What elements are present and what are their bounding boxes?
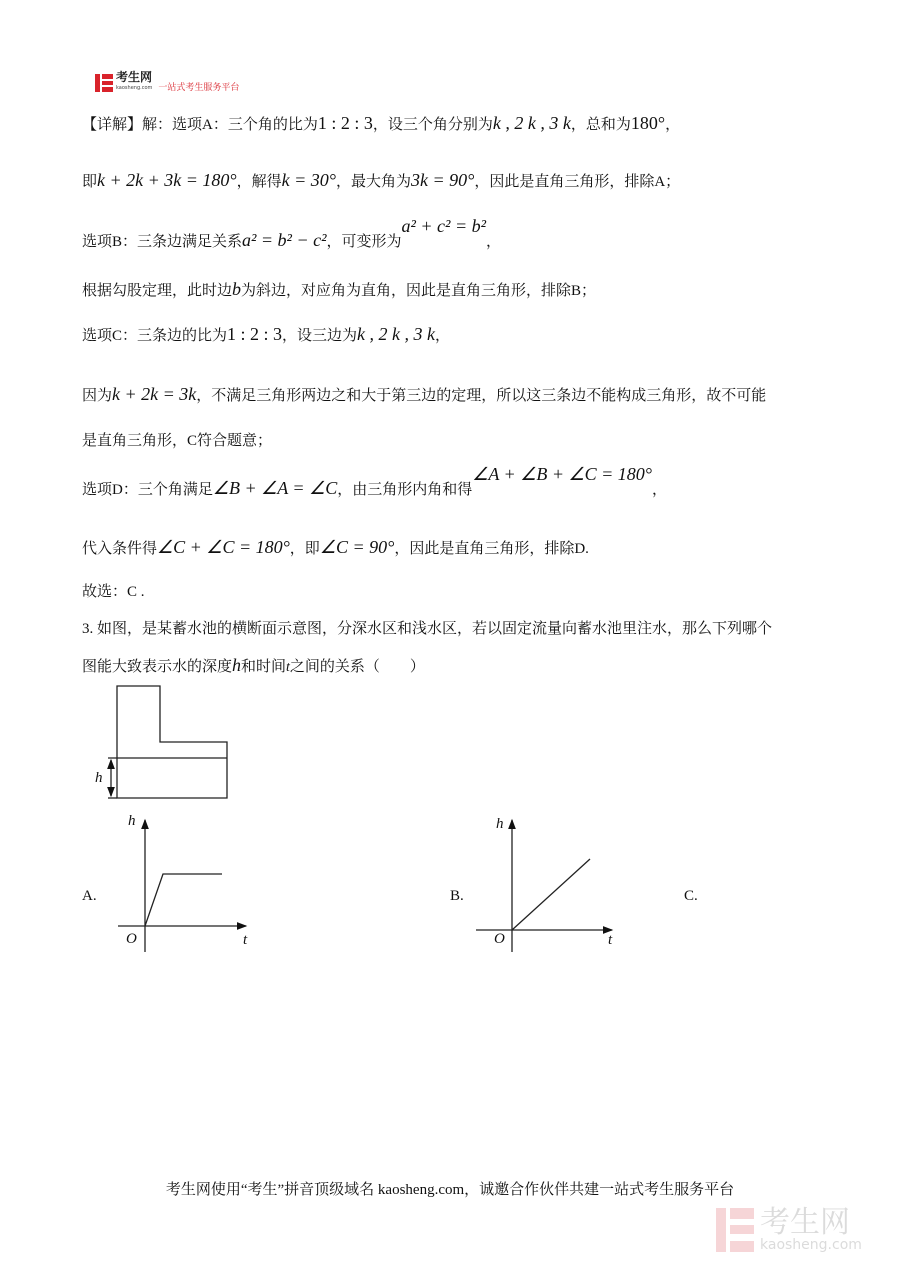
text-segment: k , 2 k , 3 k bbox=[357, 324, 436, 344]
watermark-domain: kaosheng.com bbox=[760, 1237, 862, 1253]
text-segment: ，可变形为 bbox=[326, 234, 402, 250]
text-segment: ∠C + ∠C = 180° bbox=[157, 537, 290, 557]
text-segment: ，最大角为 bbox=[335, 174, 411, 190]
watermark bbox=[716, 1205, 862, 1253]
logo-domain: kaosheng.com bbox=[116, 85, 153, 91]
text-segment: ， bbox=[435, 328, 451, 344]
logo-text: 考生网 bbox=[116, 70, 153, 84]
text-segment: 是直角三角形，C符合题意； bbox=[82, 433, 273, 449]
pool-cross-section bbox=[108, 686, 227, 798]
text-segment: ∠A + ∠B + ∠C = 180° bbox=[472, 464, 652, 484]
text-segment: ，设三边为 bbox=[282, 328, 358, 344]
option-a-label: A. bbox=[82, 888, 97, 904]
text-segment: 图能大致表示水的深度 bbox=[82, 659, 233, 675]
text-segment: 选项D：三个角满足 bbox=[82, 482, 213, 498]
graph-a-x-label: t bbox=[243, 932, 248, 948]
watermark-text: 考生网 bbox=[760, 1205, 850, 1240]
text-segment: 【详解】解：选项A：三个角的比为 bbox=[82, 117, 318, 133]
text-segment: k = 30° bbox=[281, 170, 336, 190]
text-segment: ， bbox=[486, 234, 502, 250]
text-segment: k , 2 k , 3 k bbox=[492, 113, 571, 133]
text-segment: 因为 bbox=[82, 388, 113, 404]
text-segment: 选项C：三条边的比为 bbox=[82, 328, 228, 344]
text-segment: 根据勾股定理，此时边 bbox=[82, 283, 233, 299]
text-segment: k + 2k + 3k = 180° bbox=[97, 170, 237, 190]
text-segment: ， bbox=[651, 482, 667, 498]
text-segment: ，不满足三角形两边之和大于第三边的定理，所以这三条边不能构成三角形，故不可能 bbox=[196, 388, 767, 404]
text-segment: k + 2k = 3k bbox=[112, 384, 197, 404]
text-segment: 180° bbox=[630, 113, 666, 133]
graph-a bbox=[118, 820, 246, 952]
text-segment: ， bbox=[665, 117, 681, 133]
text-segment: ，由三角形内角和得 bbox=[337, 482, 473, 498]
text-segment: ，解得 bbox=[236, 174, 282, 190]
graph-b-origin: O bbox=[494, 931, 505, 947]
text-segment: a² + c² = b² bbox=[401, 216, 486, 236]
text-segment: 3. 如图，是某蓄水池的横断面示意图，分深水区和浅水区，若以固定流量向蓄水池里注水，那么下列哪个 bbox=[82, 621, 773, 637]
graph-a-y-label: h bbox=[128, 813, 136, 829]
watermark-logo-icon bbox=[716, 1208, 754, 1252]
text-segment: h bbox=[232, 655, 242, 675]
text-segment: a² = b² − c² bbox=[242, 230, 327, 250]
text-segment: ，总和为 bbox=[570, 117, 631, 133]
text-segment: 为斜边，对应角为直角，因此是直角三角形，排除B； bbox=[241, 283, 597, 299]
option-c-label: C. bbox=[684, 888, 698, 904]
text-segment: 1 : 2 : 3 bbox=[227, 324, 283, 344]
text-segment: 选项B：三条边满足关系 bbox=[82, 234, 243, 250]
text-segment: ，因此是直角三角形，排除D. bbox=[394, 541, 589, 557]
text-segment: ，即 bbox=[289, 541, 320, 557]
text-segment: 1 : 2 : 3 bbox=[317, 113, 373, 133]
footer-text: 考生网使用“考生”拼音顶级域名 kaosheng.com，诚邀合作伙伴共建一站式考生服务平台 bbox=[165, 1182, 735, 1198]
text-segment: ，因此是直角三角形，排除A； bbox=[474, 174, 681, 190]
text-segment: 代入条件得 bbox=[82, 541, 158, 557]
text-segment: 即 bbox=[82, 174, 98, 190]
graph-a-origin: O bbox=[126, 931, 137, 947]
text-segment: 故选：C . bbox=[82, 584, 145, 600]
text-segment: ，设三个角分别为 bbox=[372, 117, 493, 133]
text-segment: 之间的关系（ ） bbox=[289, 659, 425, 675]
graph-b-x-label: t bbox=[608, 932, 613, 948]
text-segment: ∠B + ∠A = ∠C bbox=[212, 478, 338, 498]
option-b-label: B. bbox=[450, 888, 464, 904]
text-segment: b bbox=[232, 279, 242, 299]
text-segment: t bbox=[286, 660, 290, 675]
depth-label: h bbox=[95, 770, 103, 786]
text-segment: 和时间 bbox=[241, 659, 287, 675]
slogan: 一站式考生服务平台 bbox=[158, 82, 240, 93]
text-segment: 3k = 90° bbox=[411, 170, 475, 190]
text-segment: ∠C = 90° bbox=[319, 537, 395, 557]
graph-b-y-label: h bbox=[496, 816, 504, 832]
